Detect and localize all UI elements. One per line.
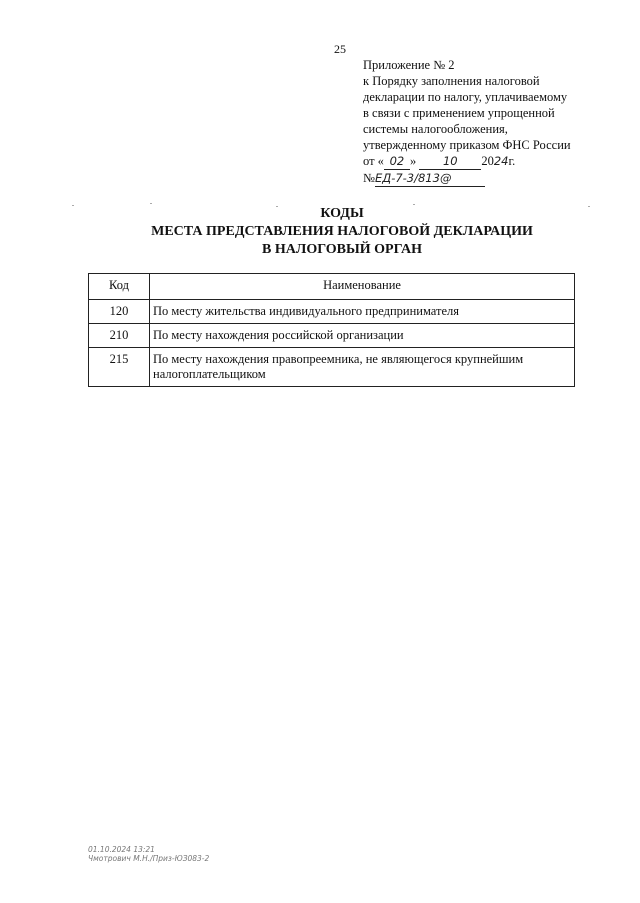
stamp-line-2: Чмотрович М.Н./Приз-ЮЗ083-2 bbox=[88, 854, 210, 863]
appendix-line-4: в связи с применением упрощенной bbox=[363, 106, 555, 120]
header-code: Код bbox=[89, 274, 150, 300]
order-number-value: ЕД-7-3/813@ bbox=[375, 170, 485, 187]
page-number: 25 bbox=[334, 42, 346, 56]
year-prefix: 20 bbox=[481, 154, 494, 168]
date-prefix: от « bbox=[363, 154, 384, 168]
row-code: 210 bbox=[89, 324, 150, 348]
header-name: Наименование bbox=[150, 274, 575, 300]
date-mid: » bbox=[409, 154, 417, 168]
table-header-row bbox=[89, 274, 575, 300]
title-line-2: МЕСТА ПРЕДСТАВЛЕНИЯ НАЛОГОВОЙ ДЕКЛАРАЦИИ bbox=[151, 224, 533, 239]
document-title bbox=[0, 205, 640, 259]
appendix-line-5: системы налогообложения, bbox=[363, 122, 508, 136]
date-month: 10 bbox=[419, 153, 481, 170]
appendix-header bbox=[363, 57, 603, 187]
appendix-line-2: к Порядку заполнения налоговой bbox=[363, 74, 540, 88]
row-name: По месту нахождения российской организации bbox=[150, 324, 575, 348]
table-row bbox=[89, 300, 575, 324]
title-line-3: В НАЛОГОВЫЙ ОРГАН bbox=[262, 242, 422, 257]
year-suffix: г. bbox=[508, 154, 516, 168]
stamp-line-1: 01.10.2024 13:21 bbox=[88, 845, 155, 854]
order-date bbox=[363, 153, 603, 170]
number-prefix: № bbox=[363, 171, 375, 185]
row-code: 120 bbox=[89, 300, 150, 324]
title-line-1: КОДЫ bbox=[320, 206, 364, 221]
row-code: 215 bbox=[89, 348, 150, 387]
row-name: По месту жительства индивидуального предпринимателя bbox=[150, 300, 575, 324]
row-name: По месту нахождения правопреемника, не являющегося крупнейшим налогоплательщиком bbox=[150, 348, 575, 387]
date-year: 24 bbox=[493, 154, 509, 168]
codes-table bbox=[88, 273, 575, 387]
table-row bbox=[89, 324, 575, 348]
print-stamp bbox=[88, 845, 209, 863]
appendix-line-1: Приложение № 2 bbox=[363, 58, 455, 72]
date-day: 02 bbox=[384, 153, 410, 170]
table-row bbox=[89, 348, 575, 387]
order-number bbox=[363, 170, 603, 187]
appendix-line-3: декларации по налогу, уплачиваемому bbox=[363, 90, 568, 104]
appendix-line-6: утвержденному приказом ФНС России bbox=[363, 138, 571, 152]
